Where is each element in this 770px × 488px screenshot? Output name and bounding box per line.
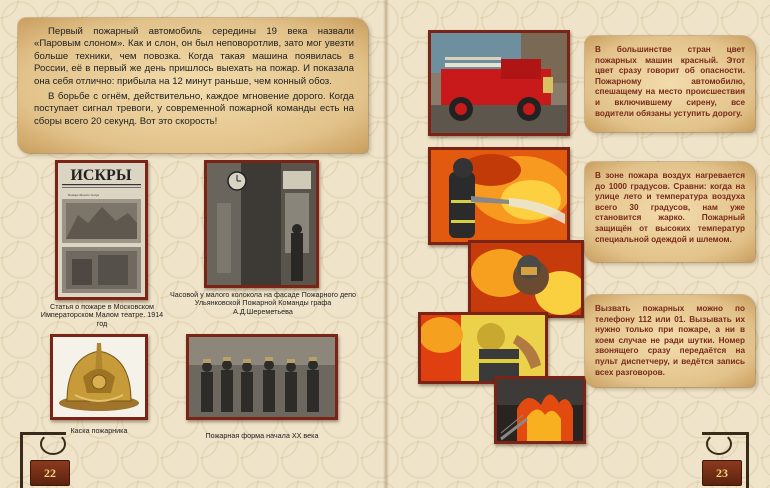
uniform-illustration <box>189 337 335 417</box>
right-sign-post <box>746 432 749 488</box>
info-box-temperature <box>585 162 755 262</box>
newspaper-illustration <box>58 163 145 297</box>
info-box-emergency-call <box>585 295 755 387</box>
burning-building-photo <box>494 376 586 444</box>
clock-photo <box>204 160 319 288</box>
intro-paragraph-2: В борьбе с огнём, действительно, каждое мгновение дорого. Когда поступает сигнал тревоги, у современной пожарной команды есть на сборы всего 20 секунд. Вот это скорость! <box>34 91 354 127</box>
info-box-red-color <box>585 36 755 132</box>
firefighter-illustration-3 <box>421 315 545 381</box>
book-spine <box>383 0 389 488</box>
intro-text-panel <box>18 18 368 153</box>
firefighter-photo-3 <box>418 312 548 384</box>
info-box-temperature-text: В зоне пожара воздух нагревается до 1000 градусов. Сравни: когда на улице лето и температура воздуха всего 30 градусов, нам уже становится жарко. Пожарный защищён от высоких температур специальной одеждой и шлемом. <box>595 171 745 244</box>
helmet-caption: Каска пожарника <box>70 426 128 435</box>
clock-caption: Часовой у малого колокола на фасаде Пожарного депо Ульянковской Пожарной Команды графа А.Д.Шереметьева <box>169 290 357 316</box>
helmet-photo <box>50 334 148 420</box>
fire-truck-photo <box>428 30 570 136</box>
intro-paragraph-1: Первый пожарный автомобиль середины 19 века назвали «Паровым слоном». Как и слон, он был неповоротлив, зато мог увезти больше техники, чем повозка. Когда такая машина появилась в России, её в первый же день пришлось выехать на пожар. И показала она себя отлично: прибыла на 12 минут раньше, чем конный обоз. <box>34 26 354 87</box>
uniform-photo <box>186 334 338 420</box>
burning-building-illustration <box>497 379 583 441</box>
page-number-left: 22 <box>30 460 70 486</box>
firefighter-illustration-1 <box>431 150 567 242</box>
helmet-illustration <box>53 337 145 417</box>
newspaper-photo <box>55 160 148 300</box>
firefighter-illustration-2 <box>471 243 581 315</box>
info-box-emergency-call-text: Вызвать пожарных можно по телефону 112 или 01. Вызывать их нужно только при пожаре, а ни в коем случае не ради шутки. Номер звонящего сразу передаётся на пульт диспетчеру, и ведётся запись всех разговоров. <box>595 304 745 377</box>
clock-illustration <box>207 163 316 285</box>
newspaper-masthead: ИСКРЫ <box>70 167 132 184</box>
page-number-right: 23 <box>702 460 742 486</box>
uniform-caption: Пожарная форма начала XX века <box>205 431 319 440</box>
left-sign-curl <box>40 433 66 455</box>
newspaper-caption: Статья о пожаре в Московском Императорском Малом театре. 1914 год <box>40 302 164 328</box>
firefighter-photo-1 <box>428 147 570 245</box>
fire-truck-illustration <box>431 33 567 133</box>
right-sign-curl <box>706 433 732 455</box>
info-box-red-color-text: В большинстве стран цвет пожарных машин красный. Этот цвет сразу говорит об опасности. Пожарному автомобилю, спешащему на место происшествия и включившему сирену, все водители обязаны уступить дорогу. <box>595 45 745 118</box>
left-sign-post <box>20 432 23 488</box>
firefighter-photo-2 <box>468 240 584 318</box>
newspaper-headline: Пожаръ Малаго театра <box>68 193 99 197</box>
